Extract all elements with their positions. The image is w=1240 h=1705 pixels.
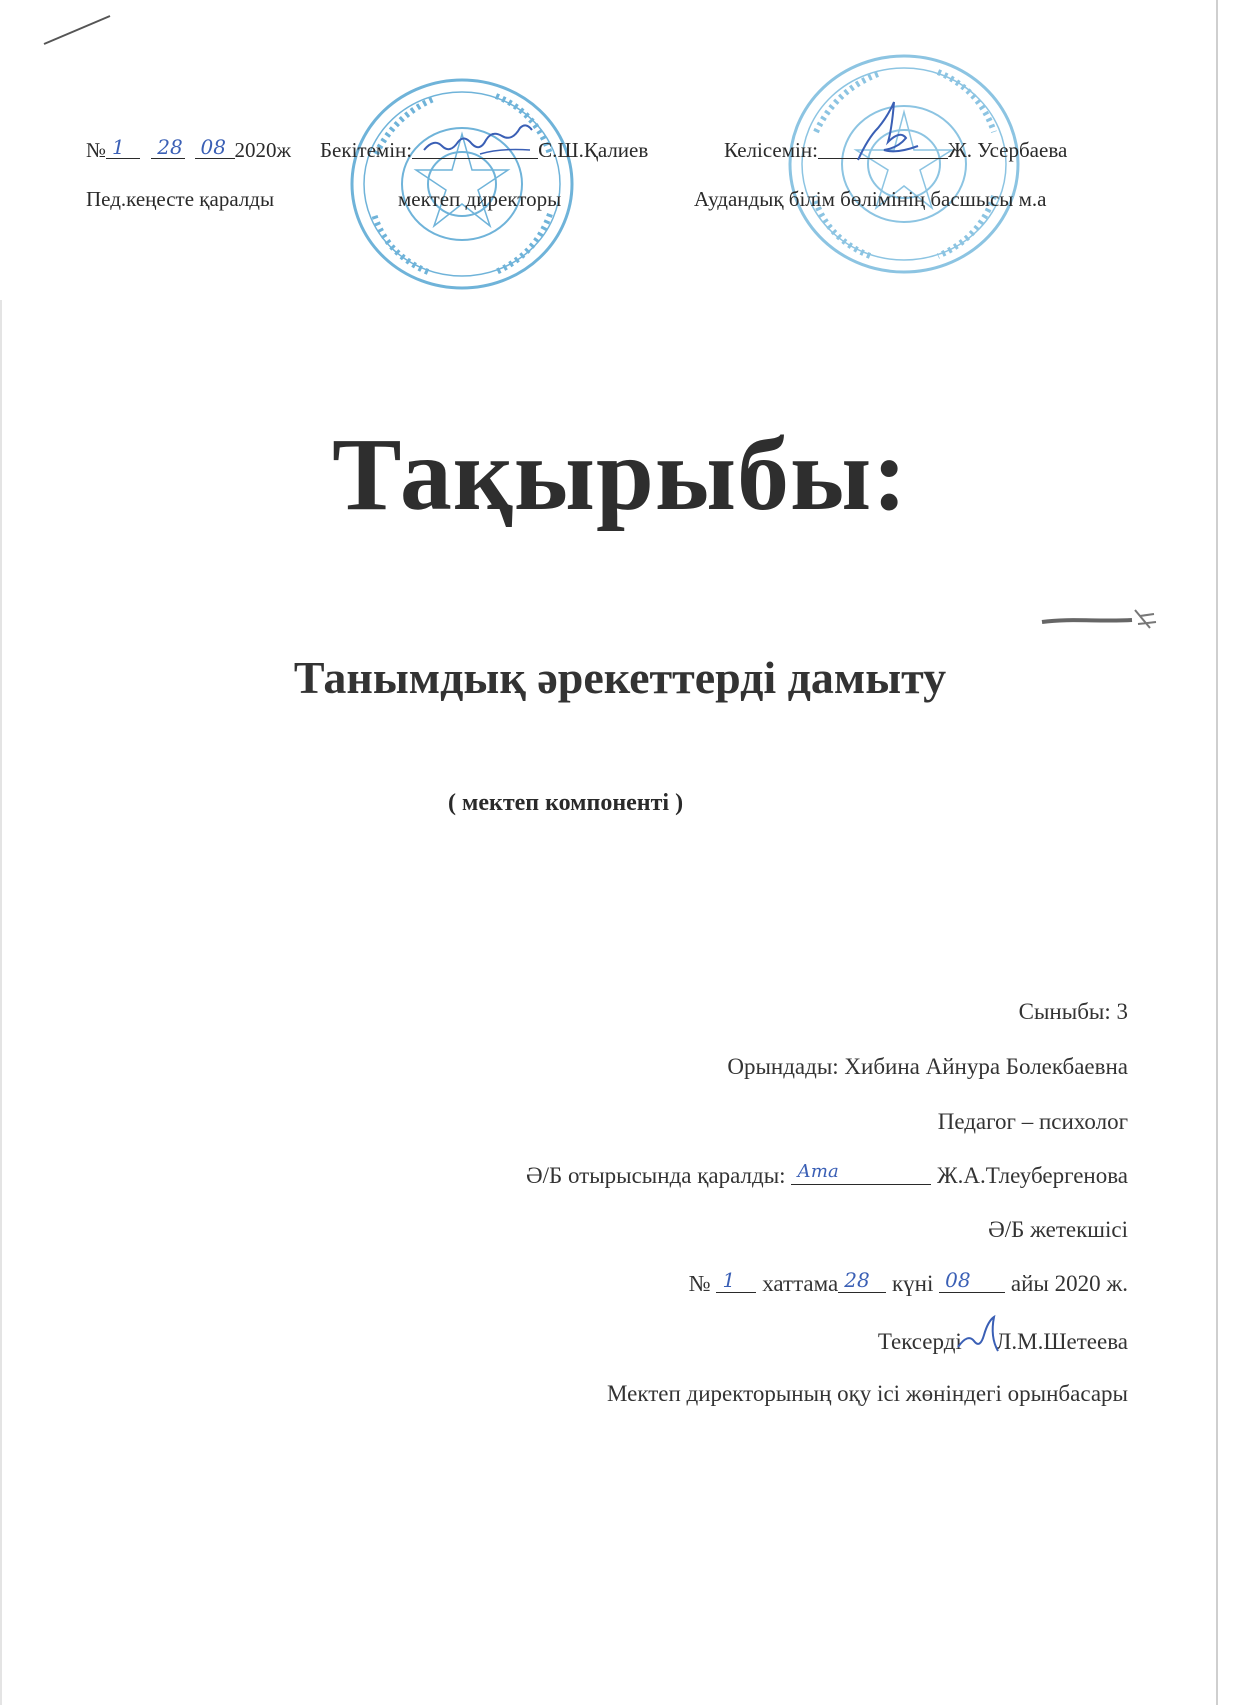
- class-line: Сыныбы: 3: [1018, 999, 1128, 1024]
- director-signature: [420, 120, 540, 160]
- director-role: мектеп директоры: [398, 187, 562, 211]
- scan-edge-right: [1216, 0, 1218, 1705]
- school-seal-stamp: [346, 74, 578, 294]
- protocol-day-word: күні: [892, 1271, 934, 1296]
- department-head-role: Аудандық білім бөлімінің басшысы м.а: [694, 187, 1047, 211]
- document-title: Тақырыбы:: [332, 417, 908, 532]
- pen-stroke-mark: [40, 10, 120, 50]
- deputy-signature: [962, 1325, 996, 1349]
- handwritten-month: 08: [200, 135, 226, 159]
- position-line: Педагог – психолог: [937, 1109, 1128, 1134]
- agree-signature-blank: [818, 138, 948, 159]
- year-text: 2020ж: [234, 138, 292, 162]
- document-subtitle: Танымдық әрекеттерді дамыту: [293, 652, 947, 703]
- protocol-line: [689, 1270, 1128, 1298]
- checked-prefix: Тексерді: [877, 1329, 962, 1354]
- methodical-head-role: Ә/Б жетекшісі: [988, 1217, 1128, 1242]
- agree-label: Келісемін:: [724, 138, 818, 162]
- approve-label: Бекітемін:: [320, 138, 413, 162]
- protocol-prefix: №: [688, 1271, 711, 1296]
- deputy-signature-mark: [954, 1313, 1004, 1357]
- protocol-word: хаттама: [762, 1271, 839, 1296]
- methodical-head-name: Ж.А.Тлеубергенова: [937, 1163, 1128, 1188]
- pedcouncil-note: Пед.кеңесте қаралды: [86, 187, 275, 211]
- approve-line: [320, 137, 648, 163]
- methodical-head-signature: Ата: [797, 1161, 839, 1182]
- department-head-signature: [848, 98, 928, 168]
- methodical-signature-blank: [791, 1161, 931, 1185]
- author-line: Орындады: Хибина Айнура Болекбаевна: [727, 1054, 1128, 1079]
- protocol-suffix: айы 2020 ж.: [1010, 1271, 1128, 1296]
- component-label: ( мектеп компоненті ): [448, 790, 684, 816]
- scan-smudge-mark: [1040, 600, 1160, 636]
- number-prefix: №: [86, 138, 107, 162]
- day-blank: [151, 135, 185, 159]
- number-blank: [106, 135, 140, 159]
- month-blank: [195, 135, 235, 159]
- handwritten-number: 1: [112, 135, 125, 159]
- methodical-review-line: [526, 1162, 1128, 1190]
- checked-role: Мектеп директорының оқу ісі жөніндегі орынбасары: [606, 1381, 1128, 1406]
- protocol-month-blank: [939, 1268, 1005, 1293]
- approve-signature-blank: [412, 138, 538, 159]
- handwritten-protocol-month: 08: [945, 1268, 971, 1292]
- handwritten-protocol-day: 28: [844, 1268, 870, 1292]
- protocol-day-blank: [838, 1268, 886, 1293]
- checked-name: Л.М.Шетеева: [995, 1329, 1128, 1354]
- methodical-review-label: Ә/Б отырысында қаралды:: [525, 1163, 786, 1188]
- approve-name: С.Ш.Қалиев: [538, 138, 649, 162]
- agree-name: Ж. Усербаева: [947, 138, 1068, 162]
- agree-line: [724, 137, 1067, 163]
- checked-line: [878, 1325, 1128, 1356]
- header-approval-line: [86, 137, 291, 163]
- handwritten-protocol-number: 1: [722, 1268, 736, 1292]
- protocol-number-blank: [716, 1268, 756, 1293]
- handwritten-day: 28: [157, 135, 183, 159]
